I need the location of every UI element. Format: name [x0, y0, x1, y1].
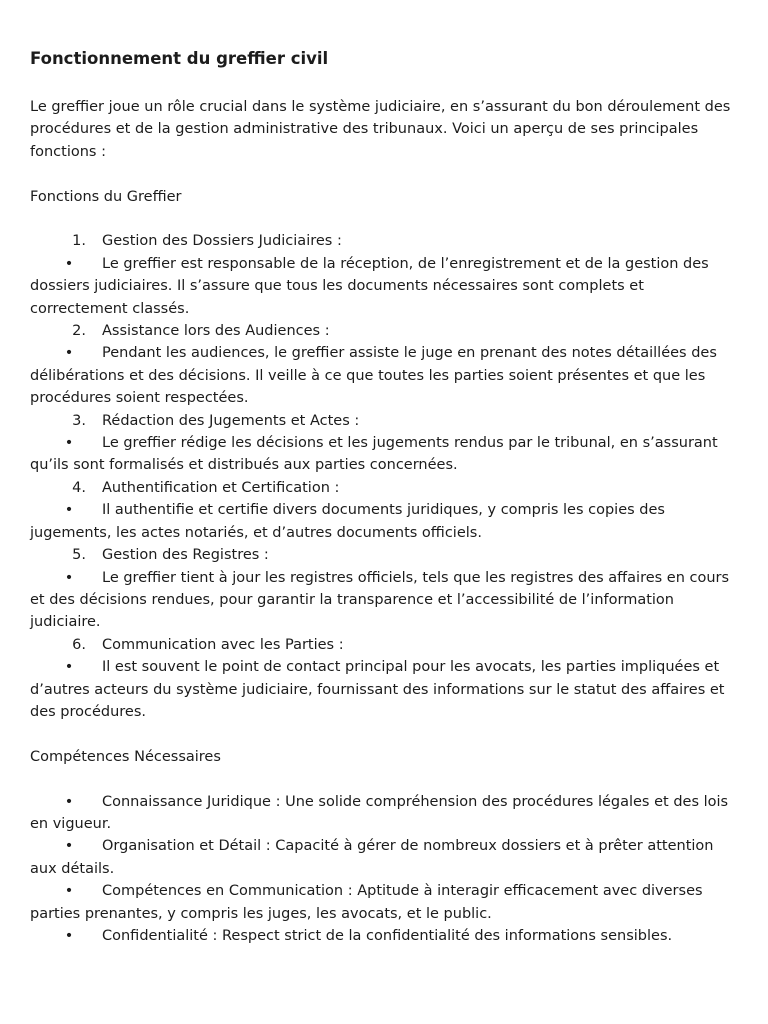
bullet-text: Le greffier rédige les décisions et les jugements rendus par le tribunal, en s’assurant qu’ils sont formalisés et distribués aux parties concernées.: [30, 435, 718, 474]
bullet-text: Le greffier tient à jour les registres officiels, tels que les registres des affaires en cours et des décisions rendues, pour garantir la transparence et l’accessibilité de l’information judiciaire.: [30, 569, 730, 631]
item-number: 4.: [72, 479, 86, 496]
section-heading-competences: Compétences Nécessaires: [30, 748, 221, 765]
item-label: Assistance lors des Audiences :: [102, 323, 330, 340]
numbered-item-4: [30, 477, 738, 499]
numbered-item-6: [30, 634, 738, 656]
item-label: Authentification et Certification :: [102, 479, 340, 496]
bullet-item: [30, 656, 738, 723]
bullet-icon: •: [64, 255, 74, 272]
skill-item: [30, 880, 738, 925]
document-title: Fonctionnement du greffier civil: [30, 49, 329, 68]
bullet-item: [30, 499, 738, 544]
item-number: 3.: [72, 412, 86, 429]
bullet-icon: •: [64, 435, 74, 452]
bullet-icon: •: [64, 883, 74, 900]
item-label: Communication avec les Parties :: [102, 636, 344, 653]
bullet-text: Il authentifie et certifie divers documents juridiques, y compris les copies des jugements, les actes notariés, et d’autres documents officiels.: [30, 502, 665, 541]
skill-item: [30, 791, 738, 836]
bullet-icon: •: [64, 793, 74, 810]
bullet-text: Pendant les audiences, le greffier assiste le juge en prenant des notes détaillées des délibérations et des décisions. Il veille à ce que toutes les parties soient présentes et que les procédures soient respectées.: [30, 345, 717, 407]
item-label: Gestion des Registres :: [102, 547, 269, 564]
item-number: 1.: [72, 233, 86, 250]
item-number: 6.: [72, 636, 86, 653]
item-number: 2.: [72, 323, 86, 340]
item-number: 5.: [72, 547, 86, 564]
skill-text: Connaissance Juridique : Une solide compréhension des procédures légales et des lois en vigueur.: [30, 793, 729, 832]
bullet-icon: •: [64, 345, 74, 362]
item-label: Gestion des Dossiers Judiciaires :: [102, 233, 342, 250]
skill-text: Organisation et Détail : Capacité à gérer de nombreux dossiers et à prêter attention aux détails.: [30, 838, 714, 877]
numbered-item-3: [30, 410, 738, 432]
intro-paragraph: Le greffier joue un rôle crucial dans le système judiciaire, en s’assurant du bon déroulement des procédures et de la gestion administrative des tribunaux. Voici un aperçu de ses principales fonctions :: [30, 99, 731, 160]
bullet-icon: •: [64, 927, 74, 944]
bullet-icon: •: [64, 659, 74, 676]
numbered-item-2: [30, 320, 738, 342]
section-heading-fonctions: Fonctions du Greffier: [30, 188, 182, 205]
numbered-item-1: [30, 230, 738, 252]
numbered-item-5: [30, 544, 738, 566]
skill-text: Confidentialité : Respect strict de la confidentialité des informations sensibles.: [102, 927, 673, 944]
bullet-text: Il est souvent le point de contact principal pour les avocats, les parties impliquées et d’autres acteurs du système judiciaire, fournissant des informations sur le statut des affaires et des procédures.: [30, 659, 725, 720]
bullet-item: [30, 342, 738, 409]
bullet-item: [30, 253, 738, 320]
spacer: [30, 723, 738, 745]
bullet-icon: •: [64, 502, 74, 519]
skill-item: [30, 835, 738, 880]
spacer: [30, 163, 738, 185]
skill-text: Compétences en Communication : Aptitude à interagir efficacement avec diverses parties prenantes, y compris les juges, les avocats, et le public.: [30, 883, 703, 922]
item-label: Rédaction des Jugements et Actes :: [102, 412, 360, 429]
spacer: [30, 208, 738, 230]
bullet-icon: •: [64, 569, 74, 586]
bullet-item: [30, 432, 738, 477]
bullet-item: [30, 567, 738, 634]
spacer: [30, 768, 738, 790]
skill-item: [30, 925, 738, 947]
bullet-text: Le greffier est responsable de la réception, de l’enregistrement et de la gestion des dossiers judiciaires. Il s’assure que tous les documents nécessaires sont complets et correctement classés.: [30, 255, 709, 317]
bullet-icon: •: [64, 838, 74, 855]
